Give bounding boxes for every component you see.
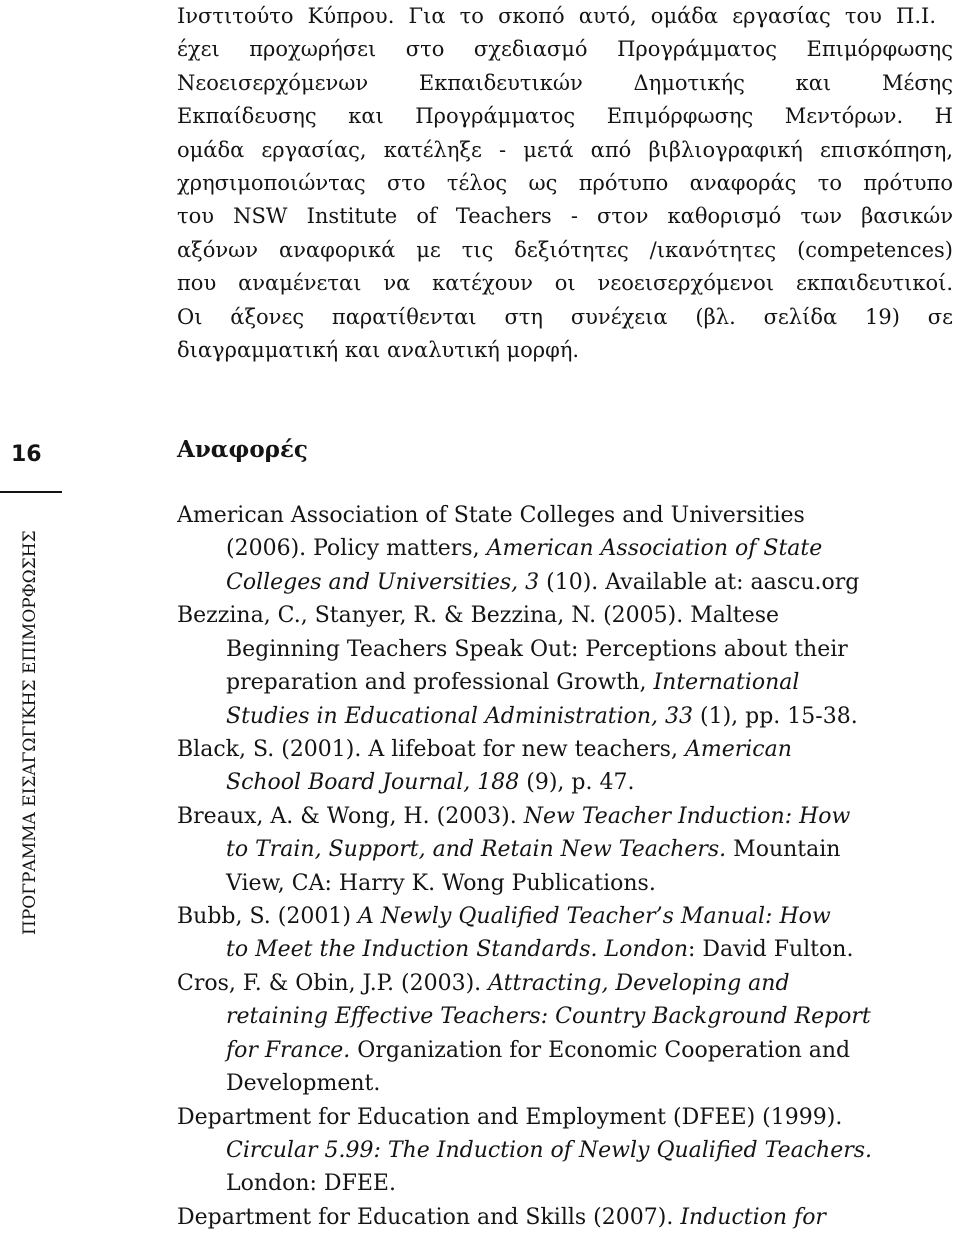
intro-line: του NSW Institute of Teachers - στον καθορισμό των βασικών	[177, 204, 953, 229]
intro-line: διαγραμματική και αναλυτική μορφή.	[177, 337, 580, 362]
reference-source-italic: Circular 5.99: The Induction of Newly Qualified Teachers.	[226, 1138, 873, 1164]
reference-text: Department for Education and Skills (2007).	[177, 1204, 681, 1230]
running-title: ΠΡΟΓΡΑΜΜΑ ΕΙΣΑΓΩΓΙΚΗΣ ΕΠΙΜΟΡΦΩΣΗΣ	[20, 530, 40, 935]
reference-entry	[177, 733, 957, 800]
reference-source-italic: Colleges and Universities, 3	[226, 569, 540, 595]
reference-text: Black, S. (2001). A lifeboat for new teachers,	[177, 736, 685, 762]
reference-text: American Association of State Colleges and Universities	[177, 503, 805, 528]
reference-entry	[177, 1201, 957, 1234]
reference-text: (1), pp. 15-38.	[693, 703, 858, 729]
reference-text: Organization for Economic Cooperation and	[350, 1037, 851, 1063]
intro-line: Εκπαίδευσης και Προγράμματος Επιμόρφωσης Μεντόρων. Η	[177, 104, 953, 129]
reference-source-italic: School Board Journal, 188	[226, 770, 520, 796]
intro-line: έχει προχωρήσει στο σχεδιασμό Προγράμματος Επιμόρφωσης	[177, 37, 953, 62]
reference-source-italic: Attracting, Developing and	[488, 970, 790, 996]
reference-line	[177, 1167, 957, 1200]
references-heading: Αναφορές	[177, 436, 308, 463]
reference-entry	[177, 1101, 957, 1201]
reference-line	[177, 566, 957, 599]
references-list	[177, 499, 957, 1234]
reference-text: London: DFEE.	[226, 1171, 396, 1197]
reference-line	[177, 633, 957, 666]
reference-line	[177, 967, 957, 1000]
reference-line	[177, 1134, 957, 1167]
reference-line	[177, 1067, 957, 1100]
reference-line	[177, 599, 957, 632]
reference-source-italic: to Train, Support, and Retain New Teachers.	[226, 837, 727, 863]
intro-line: Οι άξονες παρατίθενται στη συνέχεια (βλ. σελίδα 19) σε	[177, 304, 953, 329]
reference-source-italic: retaining Effective Teachers: Country Background Report	[226, 1004, 871, 1030]
reference-source-italic: Induction for	[680, 1204, 826, 1230]
reference-text: Mountain	[726, 837, 841, 863]
reference-text: (2006). Policy matters,	[226, 536, 487, 562]
reference-line	[177, 1201, 957, 1234]
intro-line: ομάδα εργασίας, κατέληξε - μετά από βιβλιογραφική επισκόπηση,	[177, 137, 953, 162]
page-number: 16	[11, 442, 42, 467]
reference-text: (10). Available at: aascu.org	[539, 569, 860, 595]
reference-source-italic: International	[653, 670, 800, 696]
reference-entry	[177, 800, 957, 900]
reference-line	[177, 532, 957, 565]
reference-line	[177, 833, 957, 866]
reference-line	[177, 700, 957, 733]
reference-line	[177, 1000, 957, 1033]
reference-source-italic: Studies in Educational Administration, 33	[226, 703, 693, 729]
reference-line	[177, 1034, 957, 1067]
reference-source-italic: to Meet the Induction Standards. London	[226, 937, 689, 963]
reference-line	[177, 766, 957, 799]
reference-source-italic: A Newly Qualified Teacher’s Manual: How	[357, 904, 831, 930]
reference-source-italic: for France.	[226, 1037, 351, 1063]
reference-line	[177, 800, 957, 833]
reference-text: Breaux, A. & Wong, H. (2003).	[177, 803, 524, 829]
intro-line: αξόνων αναφορικά με τις δεξιότητες /ικανότητες (competences)	[177, 237, 953, 262]
reference-text: Cros, F. & Obin, J.P. (2003).	[177, 970, 489, 996]
intro-paragraph	[177, 0, 953, 367]
reference-source-italic: New Teacher Induction: How	[523, 803, 851, 829]
reference-source-italic: American Association of State	[486, 536, 823, 562]
reference-text: (9), p. 47.	[519, 770, 635, 796]
reference-line	[177, 933, 957, 966]
reference-source-italic: American	[684, 736, 792, 762]
intro-line: που αναμένεται να κατέχουν οι νεοεισερχόμενοι εκπαιδευτικοί.	[177, 271, 953, 296]
reference-text: Beginning Teachers Speak Out: Perceptions about their	[226, 636, 848, 662]
reference-line	[177, 867, 957, 900]
reference-entry	[177, 967, 957, 1101]
reference-text: Development.	[226, 1071, 381, 1097]
reference-text: : David Fulton.	[688, 937, 854, 963]
intro-line: χρησιμοποιώντας στο τέλος ως πρότυπο αναφοράς το πρότυπο	[177, 170, 953, 195]
reference-entry	[177, 599, 957, 733]
reference-text: Bubb, S. (2001)	[177, 904, 358, 930]
reference-text: preparation and professional Growth,	[226, 670, 654, 696]
reference-text: View, CA: Harry K. Wong Publications.	[226, 870, 656, 896]
reference-entry	[177, 499, 957, 599]
reference-line	[177, 900, 957, 933]
intro-line: Νεοεισερχόμενων Εκπαιδευτικών Δημοτικής και Μέσης	[177, 70, 953, 95]
reference-text: Bezzina, C., Stanyer, R. & Bezzina, N. (2005). Maltese	[177, 603, 780, 629]
reference-entry	[177, 900, 957, 967]
reference-line	[177, 499, 957, 532]
intro-line: Ινστιτούτο Κύπρου. Για το σκοπό αυτό, ομάδα εργασίας του Π.Ι.	[177, 4, 936, 28]
reference-line	[177, 733, 957, 766]
page-number-rule	[0, 491, 62, 493]
reference-line	[177, 666, 957, 699]
reference-line	[177, 1101, 957, 1134]
reference-text: Department for Education and Employment (DFEE) (1999).	[177, 1104, 843, 1130]
